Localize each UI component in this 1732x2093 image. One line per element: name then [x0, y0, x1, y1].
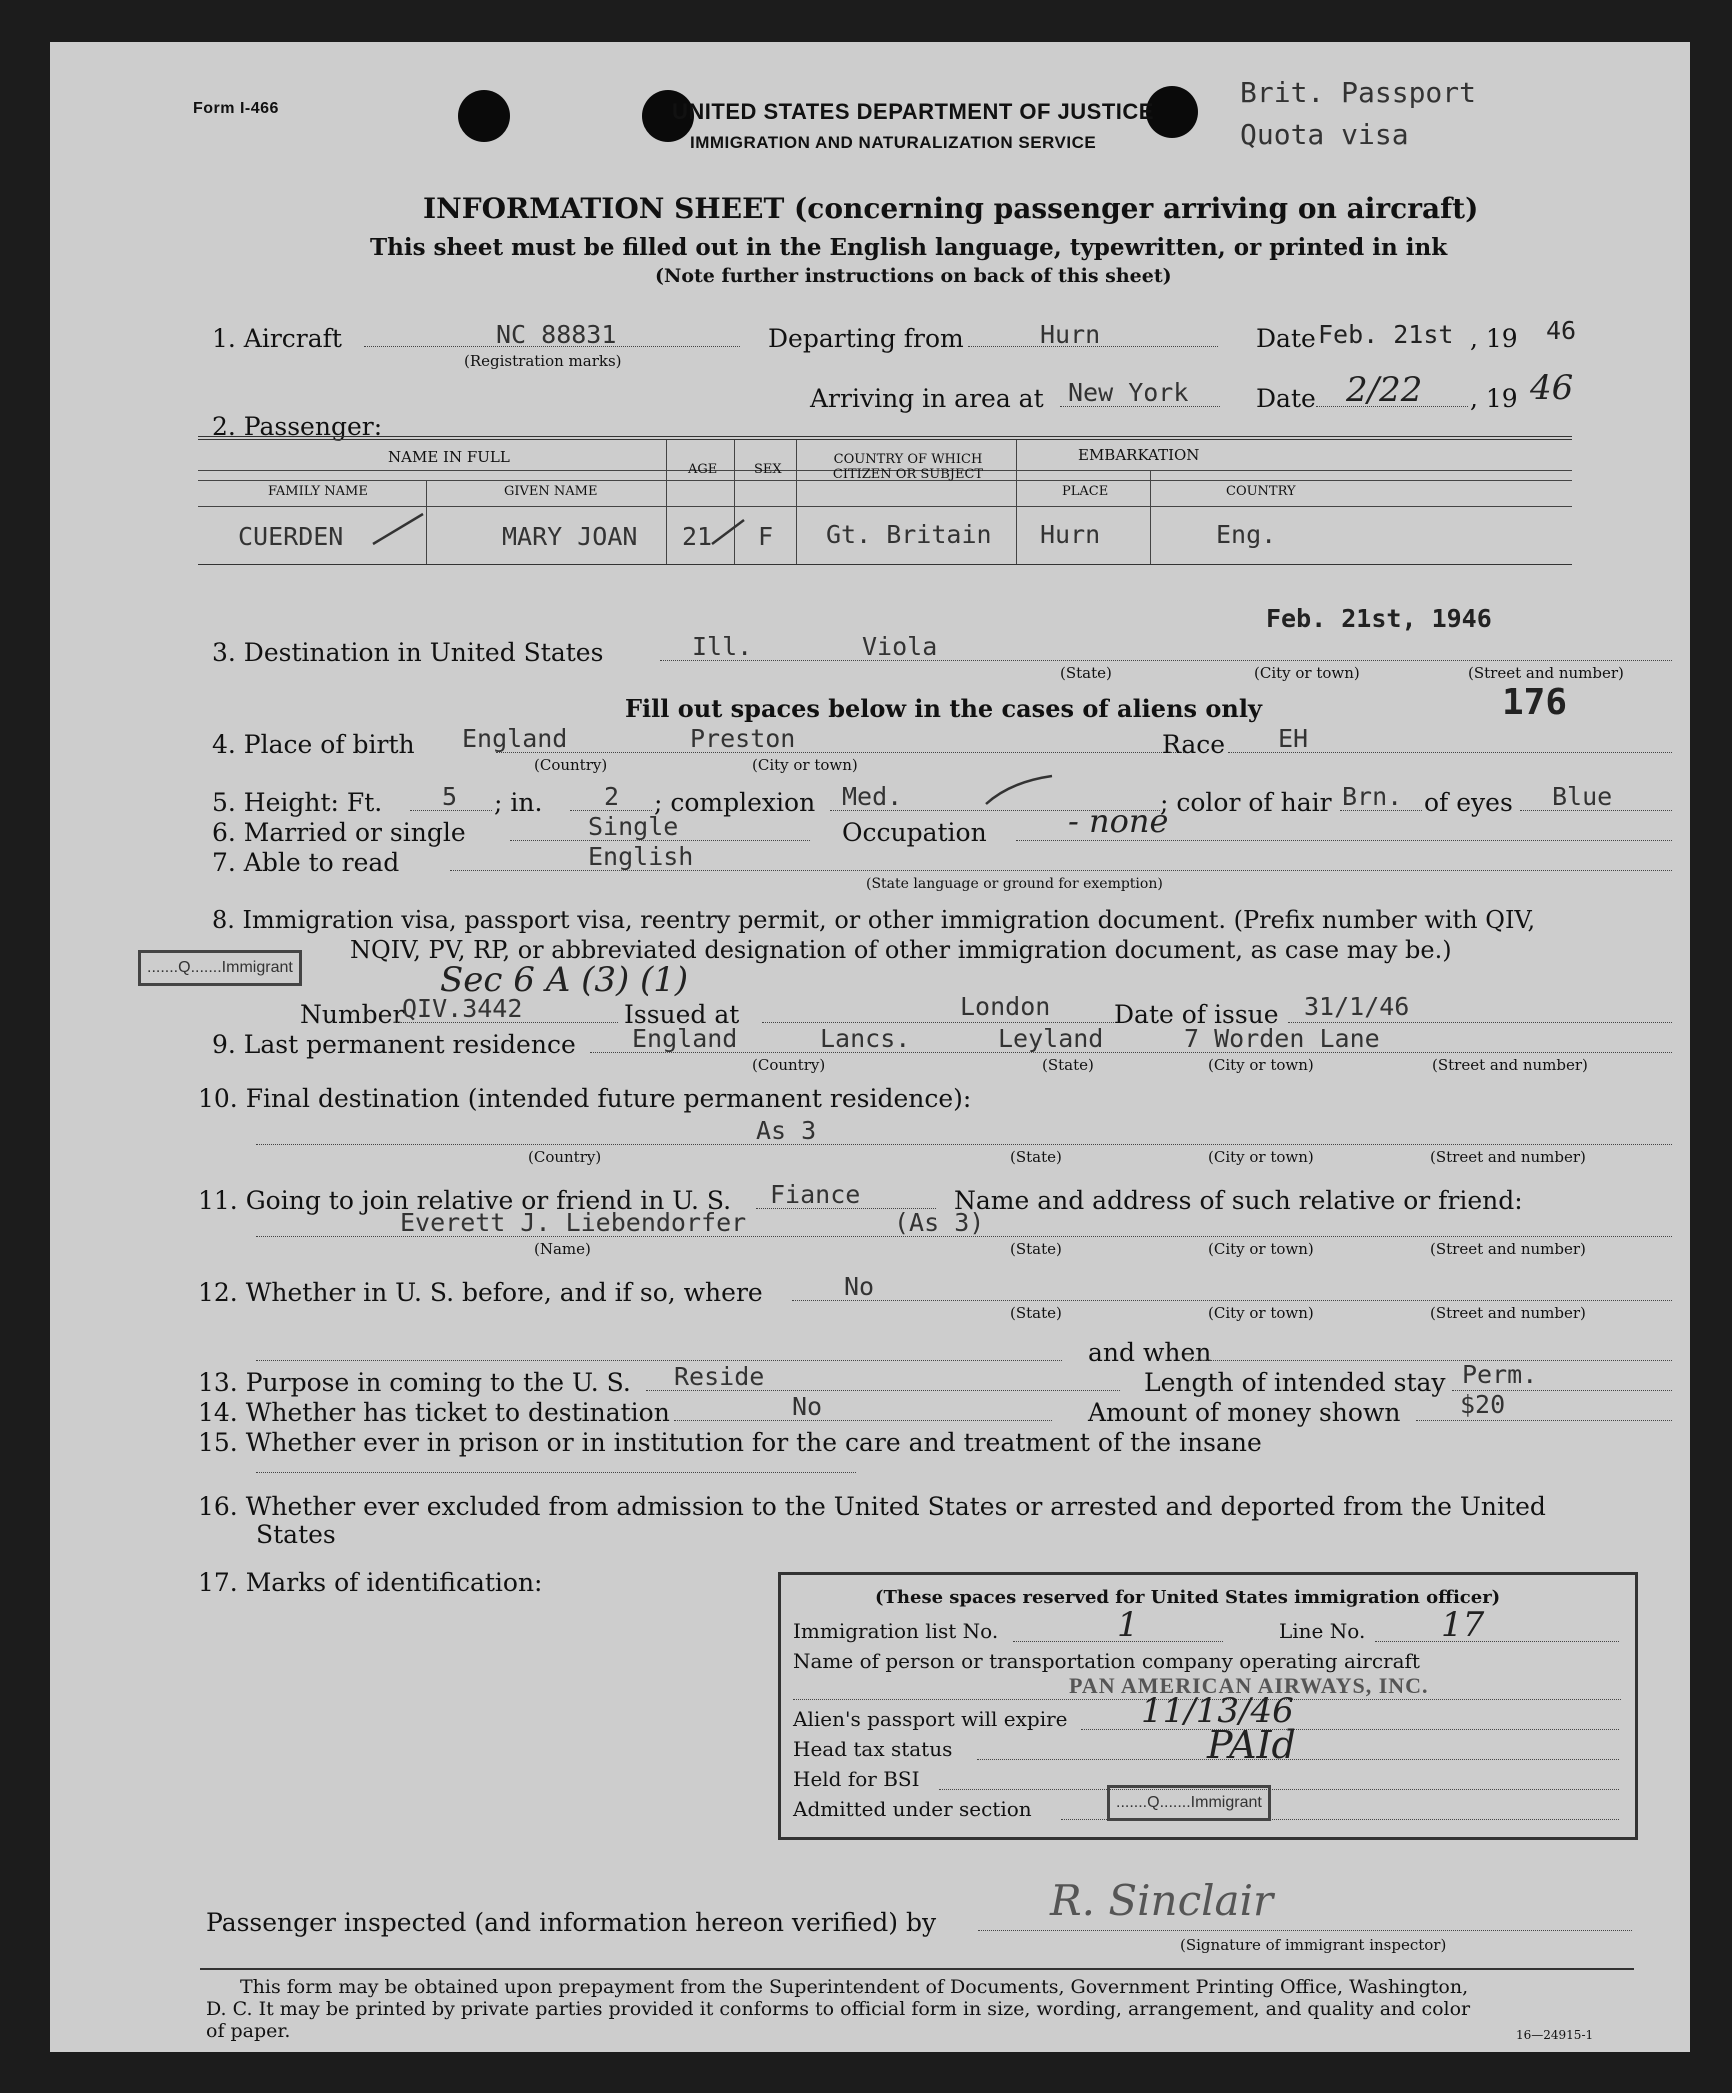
aliens-only-heading: Fill out spaces below in the cases of aliens only — [625, 694, 1262, 723]
birth-label: 4. Place of birth — [212, 730, 415, 759]
visa-handwritten-note: Sec 6 A (3) (1) — [440, 960, 689, 1000]
place-header: PLACE — [1062, 484, 1109, 499]
join-name-value: Everett J. Liebendorfer — [400, 1208, 747, 1237]
purpose-label: 13. Purpose in coming to the U. S. — [198, 1368, 631, 1397]
arriving-label: Arriving in area at — [810, 384, 1044, 413]
money-label: Amount of money shown — [1088, 1398, 1401, 1427]
inspected-label: Passenger inspected (and information hereon verified) by — [206, 1908, 937, 1937]
signature-caption: (Signature of immigrant inspector) — [1180, 1936, 1447, 1954]
year2-prefix: , 19 — [1470, 384, 1518, 413]
line-value: 17 — [1441, 1605, 1485, 1645]
ticket-value: No — [792, 1392, 823, 1421]
read-label: 7. Able to read — [212, 848, 400, 877]
departing-value: Hurn — [1040, 320, 1101, 349]
join-street-caption: (Street and number) — [1430, 1240, 1586, 1258]
join-relation-value: Fiance — [770, 1180, 861, 1209]
join-state-caption: (State) — [1010, 1240, 1062, 1258]
form-instruction: This sheet must be filled out in the English language, typewritten, or printed in ink — [370, 234, 1448, 261]
res-city-caption: (City or town) — [1208, 1056, 1314, 1074]
bsi-label: Held for BSI — [793, 1767, 920, 1791]
aircraft-reg-value: NC 88831 — [496, 320, 617, 349]
expire-label: Alien's passport will expire — [793, 1707, 1068, 1731]
corner-note-2: Quota visa — [1240, 118, 1409, 151]
tax-value: PAId — [1207, 1723, 1296, 1767]
eyes-value: Blue — [1552, 782, 1613, 811]
final-dest-label: 10. Final destination (intended future permanent residence): — [198, 1084, 972, 1113]
footer-line-2: D. C. It may be printed by private parties provided it conforms to official form in size, wording, arrangement, and quality and color — [206, 1998, 1471, 2020]
when-label: and when — [1088, 1338, 1212, 1367]
money-value: $20 — [1460, 1390, 1506, 1419]
doi-label: Date of issue — [1114, 1000, 1279, 1029]
res-country-caption: (Country) — [752, 1056, 826, 1074]
form-code: 16—24915-1 — [1516, 2028, 1594, 2042]
height-in-value: 2 — [604, 782, 620, 811]
officer-box-title: (These spaces reserved for United States immigration officer) — [875, 1587, 1501, 1608]
visa-label-2: NQIV, PV, RP, or abbreviated designation of other immigration document, as case may be.) — [350, 936, 1452, 964]
join-name-caption: (Name) — [534, 1240, 591, 1258]
arrival-date-value: 2/22 — [1346, 370, 1423, 410]
list-label: Immigration list No. — [793, 1619, 999, 1643]
arrival-year-value: 46 — [1530, 368, 1574, 408]
expire-value: 11/13/46 — [1141, 1691, 1294, 1731]
destination-label: 3. Destination in United States — [212, 638, 604, 667]
before-city-caption: (City or town) — [1208, 1304, 1314, 1322]
issued-label: Issued at — [624, 1000, 740, 1029]
read-value: English — [588, 842, 694, 871]
doi-value: 31/1/46 — [1304, 992, 1410, 1021]
form-title: INFORMATION SHEET (concerning passenger arriving on aircraft) — [423, 192, 1479, 225]
prison-label: 15. Whether ever in prison or in institution for the care and treatment of the insane — [198, 1428, 1262, 1457]
stay-value: Perm. — [1462, 1360, 1538, 1389]
country-header: COUNTRY — [1226, 484, 1296, 499]
before-state-caption: (State) — [1010, 1304, 1062, 1322]
form-sheet — [50, 42, 1690, 2052]
destination-state-value: Ill. — [692, 632, 753, 661]
residence-city-value: Leyland — [998, 1024, 1104, 1053]
join-addr-value: (As 3) — [894, 1208, 985, 1237]
departing-label: Departing from — [768, 324, 964, 353]
line-label: Line No. — [1279, 1619, 1366, 1643]
embark-place-value: Hurn — [1040, 520, 1101, 549]
occupation-label: Occupation — [842, 818, 987, 847]
residence-label: 9. Last permanent residence — [212, 1030, 576, 1059]
passenger-table — [198, 436, 1572, 565]
before-street-caption: (Street and number) — [1430, 1304, 1586, 1322]
departure-date-value: Feb. 21st — [1318, 320, 1454, 349]
stay-label: Length of intended stay — [1144, 1368, 1446, 1397]
fd-city-caption: (City or town) — [1208, 1148, 1314, 1166]
name-in-full-header: NAME IN FULL — [388, 448, 510, 466]
fd-country-caption: (Country) — [528, 1148, 602, 1166]
complexion-value: Med. — [842, 782, 903, 811]
footer-line-3: of paper. — [206, 2020, 291, 2042]
hair-value: Brn. — [1342, 782, 1403, 811]
ticket-label: 14. Whether has ticket to destination — [198, 1398, 670, 1427]
service-heading: IMMIGRATION AND NATURALIZATION SERVICE — [690, 133, 1097, 152]
residence-street-value: 7 Worden Lane — [1184, 1024, 1380, 1053]
birth-country-value: England — [462, 724, 568, 753]
given-name-header: GIVEN NAME — [504, 484, 598, 499]
sex-value: F — [758, 522, 774, 551]
height-ft-value: 5 — [442, 782, 458, 811]
height-label: 5. Height: Ft. — [212, 788, 383, 817]
race-label: Race — [1162, 730, 1226, 759]
sex-header: SEX — [754, 462, 782, 477]
visa-number-value: QIV.3442 — [402, 994, 523, 1023]
excluded-label-2: States — [256, 1520, 336, 1549]
residence-country-value: England — [632, 1024, 738, 1053]
check-mark — [368, 510, 428, 550]
final-dest-value: As 3 — [756, 1116, 817, 1145]
punch-hole-left — [458, 90, 510, 142]
departure-year-value: 46 — [1546, 316, 1577, 345]
res-street-caption: (Street and number) — [1432, 1056, 1588, 1074]
visa-label-1: 8. Immigration visa, passport visa, reentry permit, or other immigration document. (Prefix number with QIV, — [212, 906, 1536, 934]
family-name-header: FAMILY NAME — [268, 484, 368, 499]
officer-box — [778, 1572, 1638, 1840]
birth-city-caption: (City or town) — [752, 756, 858, 774]
purpose-value: Reside — [674, 1362, 765, 1391]
reg-caption: (Registration marks) — [464, 352, 622, 370]
residence-state-value: Lancs. — [820, 1024, 911, 1053]
marks-label: 17. Marks of identification: — [198, 1568, 543, 1597]
embark-country-value: Eng. — [1216, 520, 1277, 549]
passenger-label: 2. Passenger: — [212, 412, 383, 441]
sheet-number: 176 — [1502, 682, 1568, 723]
visa-number-label: Number — [300, 1000, 405, 1029]
corner-note-1: Brit. Passport — [1240, 76, 1477, 109]
complexion-label: ; complexion — [654, 788, 816, 817]
date-label: Date — [1256, 324, 1316, 353]
year-prefix: , 19 — [1470, 324, 1518, 353]
section-label: Admitted under section — [793, 1797, 1032, 1821]
fd-street-caption: (Street and number) — [1430, 1148, 1586, 1166]
height-in-label: ; in. — [494, 788, 543, 817]
married-label: 6. Married or single — [212, 818, 466, 847]
given-name-value: MARY JOAN — [502, 522, 638, 551]
age-value: 21 — [682, 522, 713, 551]
birth-city-value: Preston — [690, 724, 796, 753]
form-number: Form I-466 — [193, 100, 279, 117]
race-value: EH — [1278, 724, 1309, 753]
join-label: 11. Going to join relative or friend in U. S. — [198, 1186, 732, 1215]
res-state-caption: (State) — [1042, 1056, 1094, 1074]
destination-city-value: Viola — [862, 632, 938, 661]
age-header: AGE — [688, 462, 718, 477]
city-caption: (City or town) — [1254, 664, 1360, 682]
check-mark — [980, 772, 1060, 812]
check-mark — [708, 516, 748, 548]
date2-label: Date — [1256, 384, 1316, 413]
form-note: (Note further instructions on back of this sheet) — [655, 265, 1172, 287]
operator-value: PAN AMERICAN AIRWAYS, INC. — [1069, 1673, 1429, 1698]
inspector-signature: R. Sinclair — [1050, 1876, 1274, 1925]
embarkation-header: EMBARKATION — [1078, 446, 1200, 464]
aircraft-label: 1. Aircraft — [212, 324, 342, 353]
read-caption: (State language or ground for exemption) — [866, 876, 1163, 892]
stamped-date: Feb. 21st, 1946 — [1266, 604, 1492, 633]
section-stamp: .......Q.......Immigrant — [1107, 1785, 1271, 1821]
state-caption: (State) — [1060, 664, 1112, 682]
footer-line-1: This form may be obtained upon prepayment from the Superintendent of Documents, Government Printing Office, Washington, — [240, 1976, 1469, 1998]
list-value: 1 — [1117, 1605, 1139, 1645]
before-label: 12. Whether in U. S. before, and if so, where — [198, 1278, 763, 1307]
family-name-value: CUERDEN — [238, 522, 344, 551]
birth-country-caption: (Country) — [534, 756, 608, 774]
occupation-value: - none — [1068, 802, 1169, 840]
country-citizen-header: COUNTRY OF WHICH CITIZEN OR SUBJECT — [832, 452, 984, 482]
married-value: Single — [588, 812, 679, 841]
citizenship-value: Gt. Britain — [826, 520, 992, 549]
department-heading: UNITED STATES DEPARTMENT OF JUSTICE — [672, 99, 1154, 124]
excluded-label-1: 16. Whether ever excluded from admission to the United States or arrested and deported from the United — [198, 1492, 1546, 1521]
issued-value: London — [960, 992, 1051, 1021]
immigrant-stamp: .......Q.......Immigrant — [138, 950, 302, 986]
before-value: No — [844, 1272, 875, 1301]
tax-label: Head tax status — [793, 1737, 953, 1761]
arriving-value: New York — [1068, 378, 1189, 407]
street-caption: (Street and number) — [1468, 664, 1624, 682]
join-name-label: Name and address of such relative or friend: — [954, 1186, 1523, 1215]
eyes-label: of eyes — [1424, 788, 1513, 817]
operator-label: Name of person or transportation company operating aircraft — [793, 1649, 1420, 1673]
fd-state-caption: (State) — [1010, 1148, 1062, 1166]
hair-label: ; color of hair — [1160, 788, 1332, 817]
join-city-caption: (City or town) — [1208, 1240, 1314, 1258]
